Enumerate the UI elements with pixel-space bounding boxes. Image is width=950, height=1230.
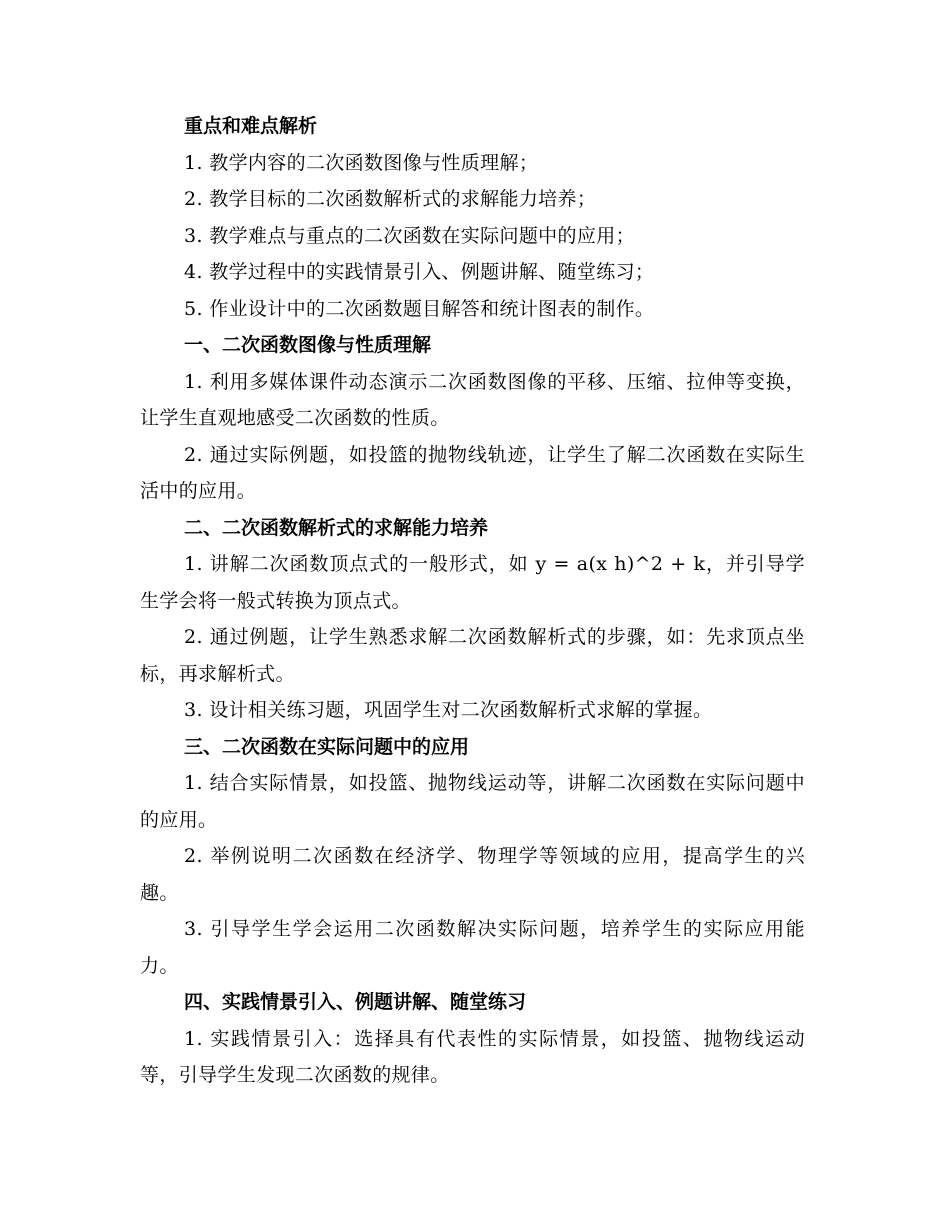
section-heading-2: 二、二次函数解析式的求解能力培养 xyxy=(184,516,489,539)
list-item: 4. 教学过程中的实践情景引入、例题讲解、随堂练习； xyxy=(184,261,655,283)
section-heading-1: 一、二次函数图像与性质理解 xyxy=(184,334,432,356)
list-item: 2. 教学目标的二次函数解析式的求解能力培养； xyxy=(184,188,597,210)
paragraph: 1. 讲解二次函数顶点式的一般形式，如 y = a(x h)^2 + k，并引导学生学会将一般式转换为顶点式。 xyxy=(140,553,805,612)
paragraph: 3. 设计相关练习题，巩固学生对二次函数解析式求解的掌握。 xyxy=(184,699,713,721)
list-item: 1. 教学内容的二次函数图像与性质理解； xyxy=(184,151,539,174)
paragraph: 1. 利用多媒体课件动态演示二次函数图像的平移、压缩、拉伸等变换，让学生直观地感受二次函数的性质。 xyxy=(140,370,805,429)
paragraph: 1. 结合实际情景，如投篮、抛物线运动等，讲解二次函数在实际问题中的应用。 xyxy=(140,772,805,831)
paragraph: 1. 实践情景引入：选择具有代表性的实际情景，如投篮、抛物线运动等，引导学生发现二次函数的规律。 xyxy=(140,1027,805,1086)
section-heading-4: 四、实践情景引入、例题讲解、随堂练习 xyxy=(184,991,527,1013)
section-heading-key-points: 重点和难点解析 xyxy=(184,115,318,137)
paragraph: 2. 通过实际例题，如投篮的抛物线轨迹，让学生了解二次函数在实际生活中的应用。 xyxy=(140,443,805,502)
paragraph: 3. 引导学生学会运用二次函数解决实际问题，培养学生的实际应用能力。 xyxy=(140,918,805,977)
list-item: 5. 作业设计中的二次函数题目解答和统计图表的制作。 xyxy=(184,297,655,320)
paragraph: 2. 举例说明二次函数在经济学、物理学等领域的应用，提高学生的兴趣。 xyxy=(140,845,805,904)
list-item: 3. 教学难点与重点的二次函数在实际问题中的应用； xyxy=(184,224,635,247)
paragraph: 2. 通过例题，让学生熟悉求解二次函数解析式的步骤，如：先求顶点坐标，再求解析式。 xyxy=(140,626,805,685)
section-heading-3: 三、二次函数在实际问题中的应用 xyxy=(184,735,470,758)
document-page xyxy=(140,108,805,1094)
